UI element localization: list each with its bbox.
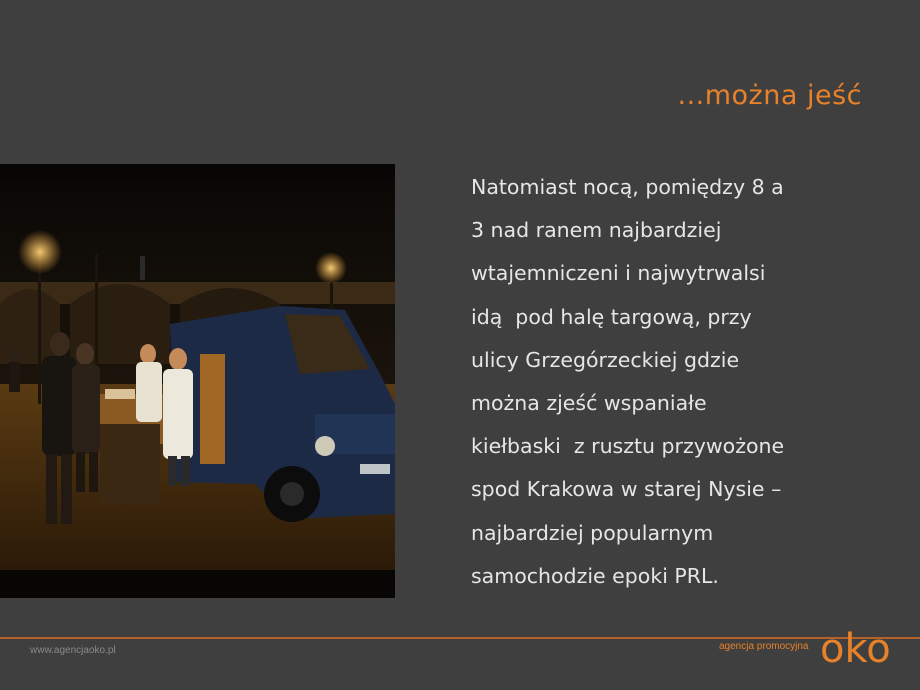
body-line: wtajemniczeni i najwytrwalsi bbox=[471, 261, 766, 286]
night-market-photo bbox=[0, 164, 395, 598]
body-line: 3 nad ranem najbardziej bbox=[471, 218, 722, 243]
body-line: ulicy Grzegórzeckiej gdzie bbox=[471, 347, 740, 372]
body-line: idą pod halę targową, przy bbox=[471, 304, 752, 329]
oko-logo: oko bbox=[820, 626, 891, 672]
footer-brand-label: agencja promocyjna bbox=[719, 641, 809, 652]
footer-url: www.agencjaoko.pl bbox=[30, 645, 116, 656]
body-line: kiełbaski z rusztu przywożone bbox=[471, 434, 785, 459]
footer-divider bbox=[0, 637, 920, 639]
body-line: spod Krakowa w starej Nysie – bbox=[471, 477, 782, 502]
slide-title: ...można jeść bbox=[677, 80, 862, 111]
body-line: można zjeść wspaniałe bbox=[471, 391, 707, 416]
body-line: Natomiast nocą, pomiędzy 8 a bbox=[471, 175, 784, 199]
body-text bbox=[471, 166, 891, 598]
body-line: najbardziej popularnym bbox=[471, 520, 714, 545]
body-line: samochodzie epoki PRL. bbox=[471, 563, 719, 588]
